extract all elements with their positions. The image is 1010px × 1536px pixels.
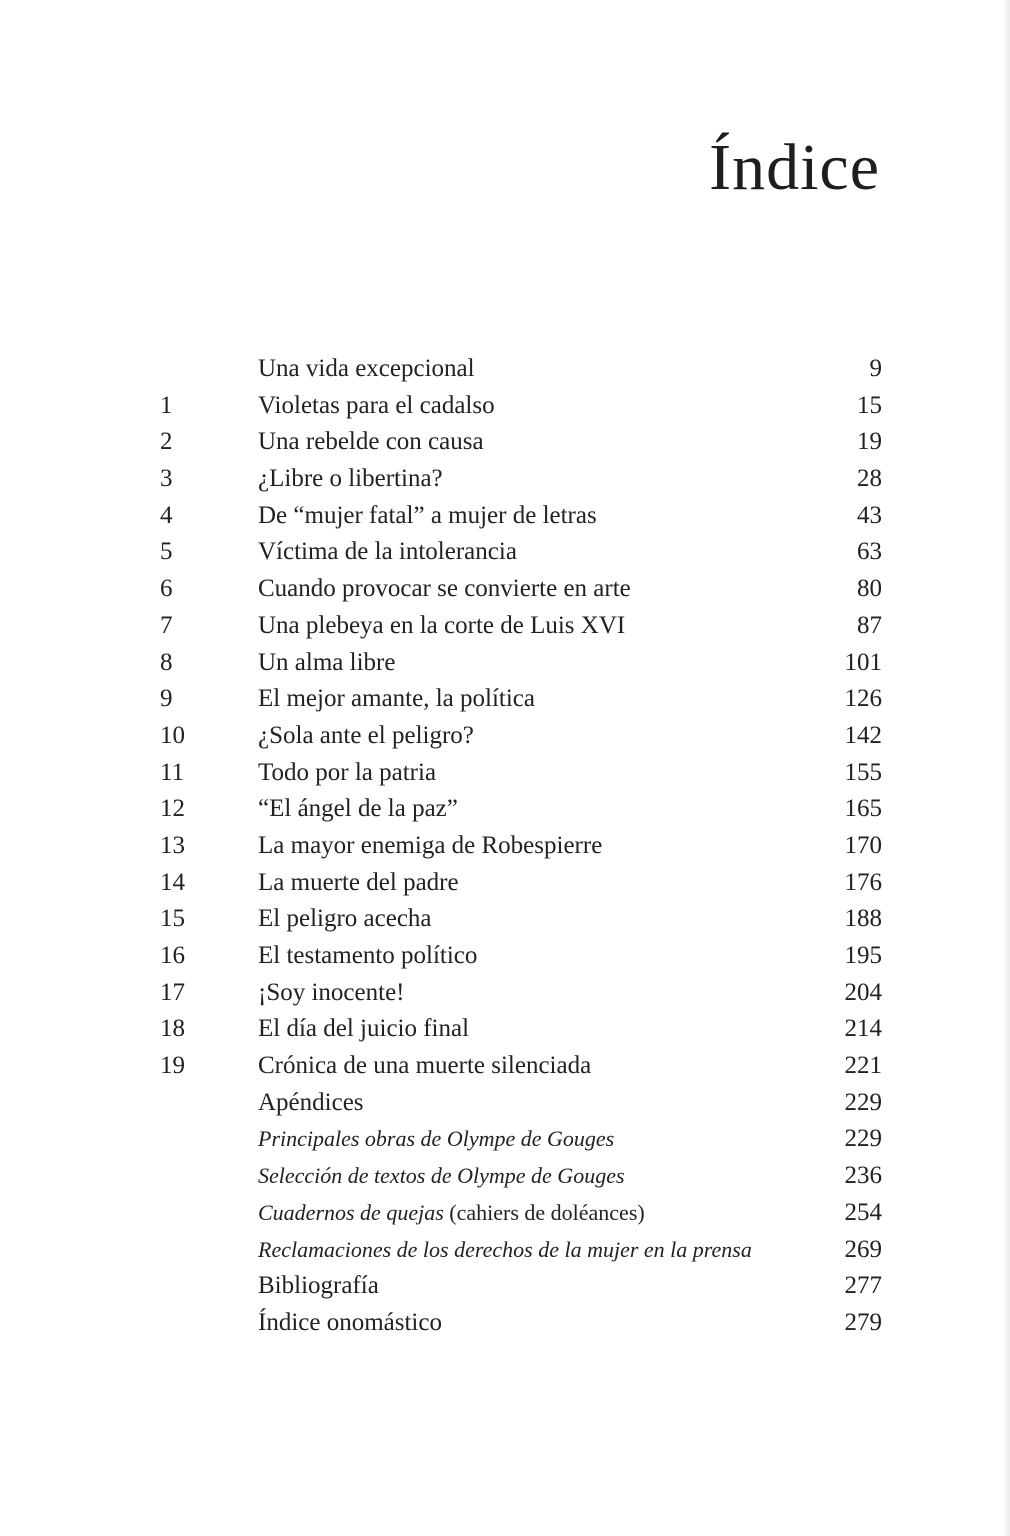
- page-number: 80: [857, 575, 882, 603]
- chapter-number: 2: [160, 428, 173, 456]
- toc-row: [0, 680, 1010, 717]
- chapter-title-text: Una rebelde con causa: [258, 428, 484, 456]
- chapter-title-text: ¿Sola ante el peligro?: [258, 721, 474, 749]
- chapter-title: [258, 611, 625, 641]
- toc-row: [0, 460, 1010, 497]
- chapter-title-text: Una plebeya en la corte de Luis XVI: [258, 611, 626, 639]
- chapter-number: 4: [160, 501, 173, 529]
- page-number: 236: [844, 1162, 882, 1190]
- toc-row: [0, 350, 1010, 387]
- chapter-title: [258, 721, 474, 751]
- page-number: 28: [857, 465, 882, 493]
- table-of-contents: [0, 350, 1010, 1341]
- chapter-title-text: Crónica de una muerte silenciada: [258, 1052, 592, 1080]
- chapter-title-text: Todo por la patria: [258, 758, 437, 786]
- page-number: 155: [844, 758, 882, 786]
- page-number: 277: [844, 1272, 882, 1300]
- chapter-title-text: El testamento político: [258, 942, 478, 969]
- page-number: 204: [844, 978, 882, 1006]
- toc-row: [0, 644, 1010, 681]
- toc-row: [0, 1047, 1010, 1084]
- chapter-title: [258, 391, 495, 421]
- chapter-title: [258, 1198, 645, 1228]
- toc-row: [0, 607, 1010, 644]
- chapter-title-text: Víctima de la intolerancia: [258, 538, 517, 566]
- chapter-number: 12: [160, 795, 185, 823]
- chapter-title: [258, 1235, 752, 1265]
- chapter-title: [258, 758, 436, 788]
- chapter-number: 9: [160, 685, 173, 713]
- toc-row: [0, 497, 1010, 534]
- toc-row: [0, 717, 1010, 754]
- toc-row: [0, 1010, 1010, 1047]
- chapter-number: 11: [160, 758, 185, 786]
- chapter-title-text: Apéndices: [258, 1088, 364, 1116]
- toc-row: [0, 1120, 1010, 1157]
- page-number: 254: [844, 1198, 882, 1226]
- page-number: 188: [844, 905, 882, 933]
- chapter-title: [258, 941, 477, 971]
- chapter-title: [258, 464, 443, 494]
- chapter-title-text: Selección de textos de Olympe de Gouges: [258, 1163, 625, 1189]
- chapter-title-text: Un alma libre: [258, 648, 396, 676]
- toc-row: [0, 827, 1010, 864]
- page-number: 214: [844, 1015, 882, 1043]
- chapter-title-suffix: (cahiers de doléances): [443, 1199, 645, 1225]
- chapter-number: 10: [160, 721, 185, 749]
- chapter-title: [258, 1088, 364, 1118]
- toc-row: [0, 423, 1010, 460]
- page-number: 170: [844, 831, 882, 859]
- chapter-title-text: El peligro acecha: [258, 905, 432, 933]
- chapter-title-text: El día del juicio final: [258, 1015, 470, 1043]
- chapter-title: [258, 574, 631, 604]
- chapter-title: [258, 904, 432, 934]
- chapter-number: 15: [160, 905, 185, 933]
- page-number: 101: [844, 648, 882, 676]
- chapter-title-text: ¡Soy inocente!: [258, 978, 405, 1006]
- page-number: 176: [844, 868, 882, 896]
- chapter-title: [258, 1124, 614, 1154]
- chapter-number: 18: [160, 1015, 185, 1043]
- chapter-number: 14: [160, 868, 185, 896]
- chapter-title: [258, 684, 535, 714]
- chapter-title-text: Violetas para el cadalso: [258, 391, 495, 419]
- chapter-title-text: Una vida excepcional: [258, 355, 475, 382]
- chapter-number: 3: [160, 465, 173, 493]
- toc-row: [0, 570, 1010, 607]
- page-number: 229: [844, 1125, 882, 1153]
- page-number: 165: [844, 795, 882, 823]
- chapter-title-text: La mayor enemiga de Robespierre: [258, 831, 603, 859]
- page-number: 142: [844, 721, 882, 749]
- chapter-title: [258, 1161, 625, 1191]
- chapter-title: [258, 978, 404, 1008]
- toc-row: [0, 790, 1010, 827]
- chapter-title-text: De “mujer fatal” a mujer de letras: [258, 501, 597, 529]
- chapter-title: [258, 354, 475, 384]
- page-number: 269: [844, 1235, 882, 1263]
- toc-row: [0, 1231, 1010, 1268]
- chapter-title-text: “El ángel de la paz”: [258, 795, 458, 823]
- page-number: 221: [844, 1052, 882, 1080]
- chapter-title: [258, 868, 459, 898]
- toc-row: [0, 1084, 1010, 1121]
- toc-row: [0, 1157, 1010, 1194]
- chapter-number: 17: [160, 978, 185, 1006]
- page-number: 63: [857, 538, 882, 566]
- page-number: 19: [857, 428, 882, 456]
- chapter-title: [258, 831, 602, 861]
- page-number: 279: [844, 1308, 882, 1336]
- page-number: 15: [857, 391, 882, 419]
- chapter-number: 1: [160, 391, 173, 419]
- chapter-title: [258, 1051, 591, 1081]
- chapter-number: 16: [160, 942, 185, 969]
- toc-row: [0, 1304, 1010, 1341]
- chapter-number: 6: [160, 575, 173, 603]
- toc-row: [0, 1194, 1010, 1231]
- page-number: 195: [844, 942, 882, 969]
- page-number: 43: [857, 501, 882, 529]
- chapter-title: [258, 648, 395, 678]
- toc-row: [0, 937, 1010, 974]
- chapter-title: [258, 794, 458, 824]
- page-title: Índice: [709, 131, 880, 204]
- chapter-title: [258, 1014, 469, 1044]
- toc-row: [0, 1267, 1010, 1304]
- chapter-number: 5: [160, 538, 173, 566]
- toc-row: [0, 974, 1010, 1011]
- page-number: 87: [857, 611, 882, 639]
- chapter-title-text: ¿Libre o libertina?: [258, 465, 443, 493]
- chapter-title-text: Principales obras de Olympe de Gouges: [258, 1126, 615, 1152]
- toc-row: [0, 900, 1010, 937]
- chapter-title-text: Reclamaciones de los derechos de la mujer en la prensa: [258, 1236, 752, 1262]
- chapter-title-text: Cuando provocar se convierte en arte: [258, 575, 631, 603]
- toc-row: [0, 754, 1010, 791]
- chapter-title-text: Índice onomástico: [258, 1308, 442, 1336]
- chapter-number: 8: [160, 648, 173, 676]
- chapter-title-text: Bibliografía: [258, 1272, 379, 1300]
- page-number: 126: [844, 685, 882, 713]
- chapter-number: 7: [160, 611, 173, 639]
- toc-row: [0, 864, 1010, 901]
- chapter-title-text: Cuadernos de quejas: [258, 1199, 444, 1225]
- chapter-title-text: El mejor amante, la política: [258, 685, 535, 713]
- page-number: 9: [869, 355, 882, 382]
- chapter-title: [258, 501, 597, 531]
- chapter-title: [258, 1271, 379, 1301]
- chapter-title: [258, 1308, 442, 1338]
- chapter-number: 19: [160, 1052, 185, 1080]
- chapter-title: [258, 537, 517, 567]
- chapter-title: [258, 427, 484, 457]
- toc-row: [0, 387, 1010, 424]
- chapter-title-text: La muerte del padre: [258, 868, 459, 896]
- toc-row: [0, 533, 1010, 570]
- page-number: 229: [844, 1088, 882, 1116]
- chapter-number: 13: [160, 831, 185, 859]
